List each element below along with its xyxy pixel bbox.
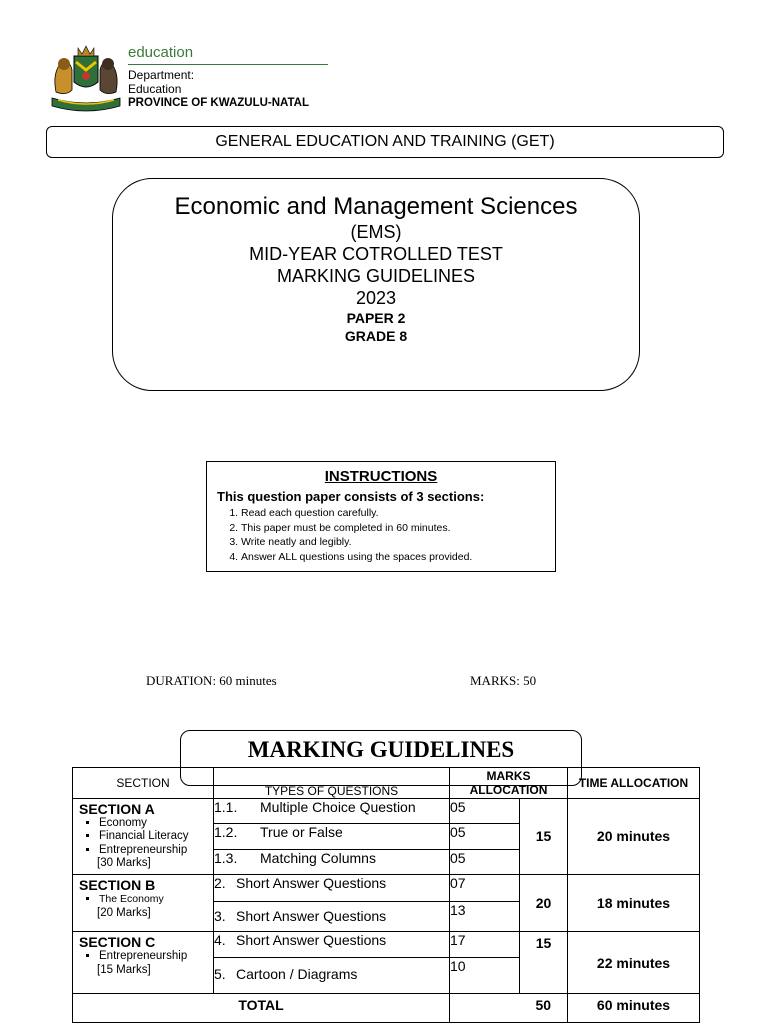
total-time: 60 minutes [568, 994, 700, 1023]
section-a-time: 20 minutes [568, 798, 700, 875]
question-4-marks: 17 [450, 932, 520, 958]
question-3 [214, 901, 450, 932]
section-a-total: 15 [520, 798, 568, 875]
instructions-list [217, 506, 545, 564]
instruction-item: 2. This paper must be completed in 60 minutes. [241, 521, 545, 536]
logo-education-line: Education [128, 82, 182, 96]
list-item: ▪ Entrepreneurship [99, 844, 213, 858]
question-type: Short Answer Questions [236, 907, 387, 924]
instruction-item: 3. Write neatly and legibly. [241, 535, 545, 550]
question-3-marks: 13 [450, 901, 520, 932]
question-4 [214, 932, 450, 958]
section-c-marks: [15 Marks] [97, 963, 151, 976]
table-row [73, 798, 700, 824]
instructions-heading: INSTRUCTIONS [324, 468, 438, 485]
total-marks: 50 [520, 994, 568, 1023]
section-c-total: 15 [520, 932, 568, 994]
document-type: MARKING GUIDELINES [276, 266, 476, 286]
question-number: 3. [214, 907, 226, 924]
table-total-row [73, 994, 700, 1023]
title-box [112, 178, 640, 391]
question-1-1 [214, 798, 450, 824]
question-5-marks: 10 [450, 957, 520, 994]
question-number: 1.2. [214, 824, 238, 841]
section-c-topics [73, 950, 213, 964]
question-type: Multiple Choice Question [260, 798, 416, 815]
question-number: 1.3. [214, 849, 238, 866]
header-types: TYPES OF QUESTIONS [214, 768, 450, 799]
year: 2023 [355, 288, 397, 308]
duration-label: DURATION: 60 minutes [146, 673, 277, 688]
question-number: 4. [214, 932, 226, 949]
section-a-topics [73, 817, 213, 858]
section-a-marks: [30 Marks] [97, 857, 151, 870]
header-marks: MARKS ALLOCATION [450, 768, 568, 799]
question-1-3 [214, 849, 450, 875]
list-item: ▪ Financial Literacy [99, 830, 213, 844]
question-1-2 [214, 824, 450, 850]
instruction-item: 1. Read each question carefully. [241, 506, 545, 521]
get-banner: GENERAL EDUCATION AND TRAINING (GET) [46, 126, 724, 158]
question-type: Short Answer Questions [236, 875, 387, 892]
table-row [73, 875, 700, 902]
section-b-topics [73, 893, 213, 907]
kzn-coat-of-arms-logo [46, 42, 126, 114]
marking-guidelines-title: MARKING GUIDELINES [180, 730, 582, 786]
question-type: Cartoon / Diagrams [236, 965, 358, 982]
section-b-time: 18 minutes [568, 875, 700, 932]
question-type: True or False [260, 824, 343, 841]
logo-department-line: Department: [128, 68, 195, 82]
question-1-2-marks: 05 [450, 824, 520, 850]
subject-abbrev: (EMS) [350, 222, 402, 242]
list-item: ▪ Economy [99, 817, 213, 831]
marking-allocation-table [72, 767, 700, 1023]
header-section: SECTION [73, 768, 214, 799]
table-row [73, 932, 700, 958]
marks-label: MARKS: 50 [470, 673, 537, 688]
section-b-marks: [20 Marks] [97, 906, 151, 919]
instruction-item: 4. Answer ALL questions using the spaces provided. [241, 550, 545, 565]
total-label: TOTAL [73, 994, 450, 1023]
question-2 [214, 875, 450, 902]
question-1-3-marks: 05 [450, 849, 520, 875]
list-item: ▪ Entrepreneurship [99, 950, 213, 964]
question-2-marks: 07 [450, 875, 520, 902]
section-c-time: 22 minutes [568, 932, 700, 994]
paper-number: PAPER 2 [346, 310, 406, 326]
section-b-name: SECTION B [79, 877, 156, 894]
department-logo-text [128, 44, 328, 110]
header-time: TIME ALLOCATION [568, 768, 700, 799]
question-1-1-marks: 05 [450, 798, 520, 824]
section-b-total: 20 [520, 875, 568, 932]
total-empty-cell [450, 994, 520, 1023]
question-number: 5. [214, 965, 226, 982]
instructions-subheading: This question paper consists of 3 sections: [217, 489, 485, 504]
subject-title: Economic and Management Sciences [174, 193, 578, 220]
logo-province-line: PROVINCE OF KWAZULU-NATAL [128, 97, 310, 109]
question-5 [214, 957, 450, 994]
question-number: 2. [214, 875, 226, 892]
question-type: Short Answer Questions [236, 932, 387, 949]
section-c-name: SECTION C [79, 934, 156, 951]
logo-divider [128, 64, 328, 65]
logo-education-word: education [128, 44, 194, 61]
instructions-box [206, 461, 556, 572]
section-a-cell [73, 798, 214, 875]
question-type: Matching Columns [260, 849, 376, 866]
list-item: ▪ The Economy [99, 893, 213, 907]
grade: GRADE 8 [344, 328, 408, 344]
section-b-cell [73, 875, 214, 932]
question-number: 1.1. [214, 798, 238, 815]
section-c-cell [73, 932, 214, 994]
section-a-name: SECTION A [79, 800, 155, 817]
test-name: MID-YEAR COTROLLED TEST [249, 244, 503, 264]
